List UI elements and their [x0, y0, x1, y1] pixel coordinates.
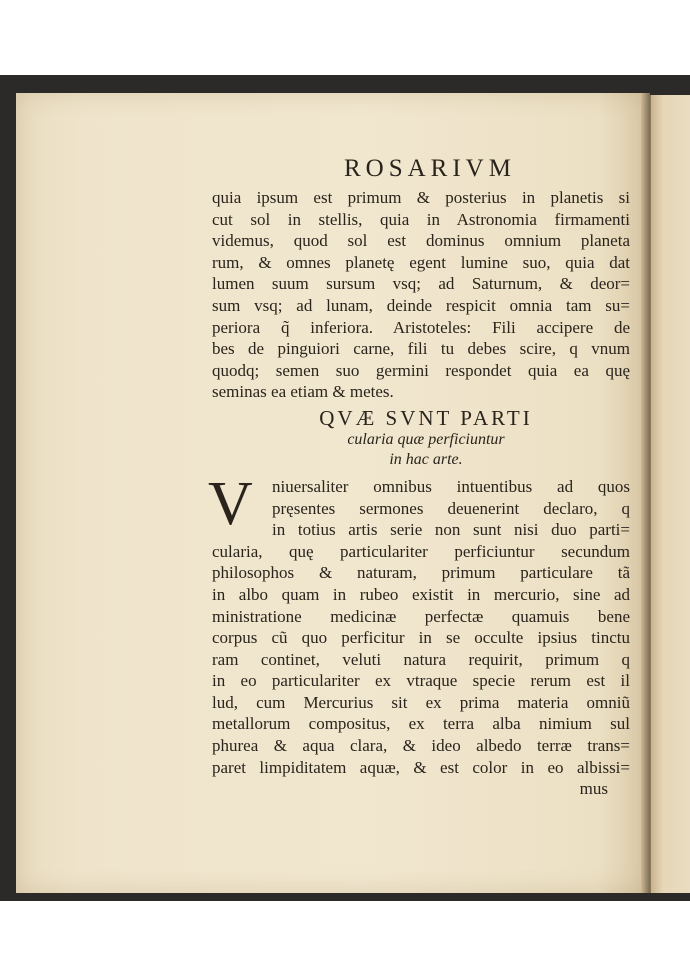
text-line: sum vsq; ad lunam, deinde respicit omnia tam su=	[212, 295, 630, 315]
text-line: phurea & aqua clara, & ideo albedo terræ trans=	[212, 736, 630, 756]
paragraph-2	[208, 469, 630, 800]
text-line: pręsentes sermones deuenerint declaro, q	[272, 498, 630, 518]
catchword: mus	[579, 779, 608, 799]
text-line: niuersaliter omnibus intuentibus ad quos	[272, 476, 630, 496]
heading-line-1: QVÆ SVNT PARTI	[319, 405, 533, 430]
text-line: in albo quam in rubeo existit in mercurio, sine ad	[212, 584, 630, 604]
text-line: quodq; semen suo germini respondet quia ea quę	[212, 360, 630, 380]
heading-line-2: cularia quæ perficiuntur	[347, 430, 505, 448]
text-line: lumen suum sursum vsq; ad Saturnum, & deor=	[212, 274, 630, 294]
section-heading	[212, 406, 630, 470]
text-block	[208, 155, 630, 800]
paragraph-1	[212, 187, 630, 403]
scanned-spread	[0, 75, 690, 901]
text-line: seminas ea etiam & metes.	[212, 382, 394, 402]
text-line: ram continet, veluti natura requirit, primum q	[212, 649, 630, 669]
text-line: corpus cũ quo perficitur in se occulte ipsius tinctu	[212, 628, 630, 648]
text-line: metallorum compositus, ex terra alba nimium sul	[212, 714, 630, 734]
text-line: in totius artis serie non sunt nisi duo parti=	[272, 520, 630, 540]
text-line: videmus, quod sol est dominus omnium planeta	[212, 231, 630, 251]
text-line: cularia, quę particulariter perficiuntur secundum	[212, 541, 630, 561]
facing-page-edge	[650, 95, 690, 893]
text-line: periora q̃ inferiora. Aristoteles: Fili accipere de	[212, 317, 630, 337]
drop-cap: V	[208, 469, 253, 538]
text-line: bes de pinguiori carne, fili tu debes scire, q vnum	[212, 339, 630, 359]
text-line: philosophos & naturam, primum particulare tã	[212, 563, 630, 583]
running-head: ROSARIVM	[344, 155, 516, 182]
text-line: paret limpiditatem aquæ, & est color in eo albissi=	[212, 757, 630, 777]
text-line: cut sol in stellis, quia in Astronomia firmamenti	[212, 209, 630, 229]
text-line: ministratione medicinæ perfectæ quamuis bene	[212, 606, 630, 626]
text-line: lud, cum Mercurius sit ex prima materia omniũ	[212, 692, 630, 712]
book-page	[16, 93, 648, 893]
heading-line-3: in hac arte.	[389, 450, 463, 468]
text-line: in eo particulariter ex vtraque specie rerum est il	[212, 671, 630, 691]
text-line: rum, & omnes planetę egent lumine suo, quia dat	[212, 252, 630, 272]
book-gutter	[641, 93, 650, 893]
text-line: quia ipsum est primum & posterius in planetis si	[212, 188, 630, 207]
